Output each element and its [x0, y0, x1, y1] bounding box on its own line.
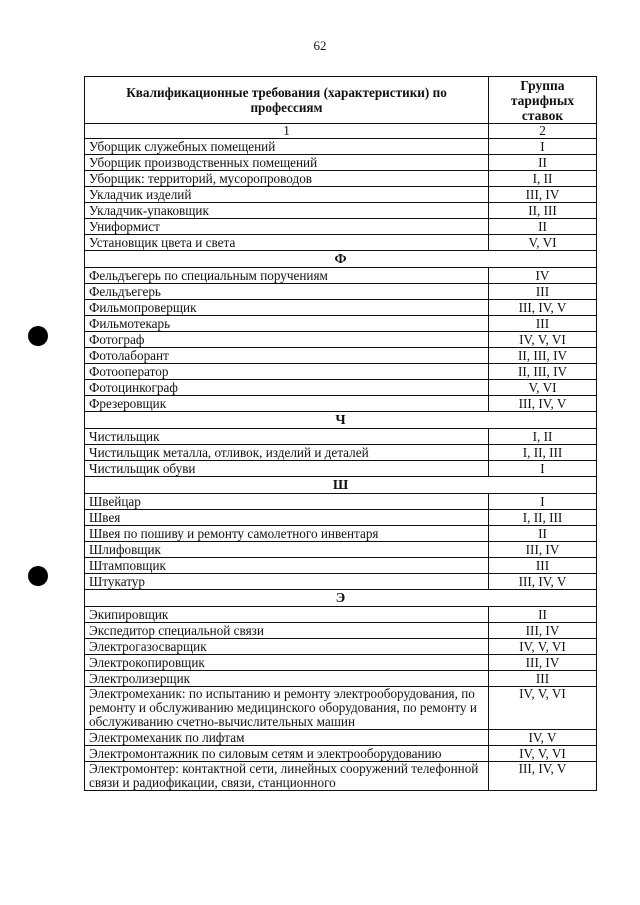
tariff-group: I, II — [489, 171, 597, 187]
profession-name: Швея — [85, 510, 489, 526]
profession-name: Укладчик изделий — [85, 187, 489, 203]
table-row — [85, 300, 597, 316]
tariff-group: I — [489, 461, 597, 477]
tariff-group: III — [489, 671, 597, 687]
profession-name: Штукатур — [85, 574, 489, 590]
tariff-group: II — [489, 155, 597, 171]
table-row — [85, 203, 597, 219]
table-row — [85, 671, 597, 687]
tariff-group: III — [489, 316, 597, 332]
tariff-group: II — [489, 526, 597, 542]
profession-name: Экспедитор специальной связи — [85, 623, 489, 639]
profession-name: Установщик цвета и света — [85, 235, 489, 251]
table-row — [85, 574, 597, 590]
tariff-group: II — [489, 219, 597, 235]
tariff-group: I, II — [489, 429, 597, 445]
section-letter-row — [85, 412, 597, 429]
tariff-group: III, IV — [489, 655, 597, 671]
profession-name: Фотограф — [85, 332, 489, 348]
tariff-group: V, VI — [489, 235, 597, 251]
table-row — [85, 494, 597, 510]
profession-name: Шлифовщик — [85, 542, 489, 558]
tariff-group: IV, V, VI — [489, 746, 597, 762]
section-letter-row — [85, 590, 597, 607]
profession-name: Фильмотекарь — [85, 316, 489, 332]
table-row — [85, 187, 597, 203]
tariff-group: I, II, III — [489, 445, 597, 461]
tariff-group: III, IV, V — [489, 574, 597, 590]
profession-name: Укладчик-упаковщик — [85, 203, 489, 219]
table-row — [85, 762, 597, 791]
table-row — [85, 316, 597, 332]
profession-name: Электромонтер: контактной сети, линейных сооружений телефонной связи и радиофикации, связи, станционного — [85, 762, 489, 791]
tariff-group: II, III — [489, 203, 597, 219]
header-requirements: Квалификационные требования (характеристики) по профессиям — [85, 77, 489, 124]
tariff-group: II — [489, 607, 597, 623]
table-row — [85, 730, 597, 746]
table-row — [85, 348, 597, 364]
tariff-group: III, IV — [489, 623, 597, 639]
table-row — [85, 396, 597, 412]
profession-name: Электромонтажник по силовым сетям и электрооборудованию — [85, 746, 489, 762]
section-letter-row — [85, 477, 597, 494]
table-row — [85, 155, 597, 171]
table-row — [85, 429, 597, 445]
section-letter: Ч — [85, 412, 597, 429]
profession-table — [84, 76, 597, 791]
column-number-2: 2 — [489, 124, 597, 139]
table-row — [85, 364, 597, 380]
table-row — [85, 542, 597, 558]
tariff-group: III, IV — [489, 187, 597, 203]
table-row — [85, 461, 597, 477]
profession-name: Электролизерщик — [85, 671, 489, 687]
profession-name: Чистильщик обуви — [85, 461, 489, 477]
profession-name: Уборщик: территорий, мусоропроводов — [85, 171, 489, 187]
tariff-group: I — [489, 494, 597, 510]
section-letter-row — [85, 251, 597, 268]
profession-name: Фотолаборант — [85, 348, 489, 364]
tariff-group: III, IV, V — [489, 396, 597, 412]
table-row — [85, 268, 597, 284]
profession-name: Экипировщик — [85, 607, 489, 623]
profession-name: Штамповщик — [85, 558, 489, 574]
profession-name: Фрезеровщик — [85, 396, 489, 412]
profession-name: Уборщик производственных помещений — [85, 155, 489, 171]
profession-name: Фельдъегерь по специальным поручениям — [85, 268, 489, 284]
profession-name: Фотооператор — [85, 364, 489, 380]
tariff-group: III — [489, 558, 597, 574]
table-row — [85, 284, 597, 300]
tariff-group: IV, V, VI — [489, 687, 597, 730]
table-row — [85, 235, 597, 251]
table-row — [85, 380, 597, 396]
table-row — [85, 526, 597, 542]
tariff-group: IV, V, VI — [489, 332, 597, 348]
table-row — [85, 558, 597, 574]
tariff-group: I — [489, 139, 597, 155]
tariff-group: IV, V, VI — [489, 639, 597, 655]
punch-hole-mark — [28, 566, 48, 586]
table-row — [85, 171, 597, 187]
page-number: 62 — [313, 38, 327, 53]
tariff-group: II, III, IV — [489, 348, 597, 364]
profession-name: Электромеханик по лифтам — [85, 730, 489, 746]
table-row — [85, 139, 597, 155]
tariff-group: V, VI — [489, 380, 597, 396]
tariff-group: IV, V — [489, 730, 597, 746]
profession-name: Фотоцинкограф — [85, 380, 489, 396]
section-letter: Э — [85, 590, 597, 607]
profession-name: Чистильщик — [85, 429, 489, 445]
profession-name: Электрогазосварщик — [85, 639, 489, 655]
table-row — [85, 655, 597, 671]
column-number-1: 1 — [85, 124, 489, 139]
tariff-group: III, IV, V — [489, 300, 597, 316]
profession-name: Чистильщик металла, отливок, изделий и деталей — [85, 445, 489, 461]
table-row — [85, 445, 597, 461]
table-body — [85, 139, 597, 791]
profession-name: Электрокопировщик — [85, 655, 489, 671]
table-row — [85, 219, 597, 235]
tariff-group: I, II, III — [489, 510, 597, 526]
tariff-group: III — [489, 284, 597, 300]
table-row — [85, 332, 597, 348]
profession-name: Электромеханик: по испытанию и ремонту электрооборудования, по ремонту и обслуживанию медицинского оборудования, по ремонту и обслуживанию счетно-вычислительных машин — [85, 687, 489, 730]
profession-name: Швейцар — [85, 494, 489, 510]
profession-name: Швея по пошиву и ремонту самолетного инвентаря — [85, 526, 489, 542]
punch-hole-mark — [28, 326, 48, 346]
profession-name: Уборщик служебных помещений — [85, 139, 489, 155]
profession-name: Фельдъегерь — [85, 284, 489, 300]
tariff-group: III, IV — [489, 542, 597, 558]
table-row — [85, 639, 597, 655]
table-row — [85, 687, 597, 730]
section-letter: Ш — [85, 477, 597, 494]
profession-name: Фильмопроверщик — [85, 300, 489, 316]
table-row — [85, 510, 597, 526]
section-letter: Ф — [85, 251, 597, 268]
tariff-group: II, III, IV — [489, 364, 597, 380]
table-row — [85, 746, 597, 762]
table-row — [85, 607, 597, 623]
tariff-group: IV — [489, 268, 597, 284]
tariff-group: III, IV, V — [489, 762, 597, 791]
table-row — [85, 623, 597, 639]
header-tariff-group: Группа тарифных ставок — [489, 77, 597, 124]
profession-name: Униформист — [85, 219, 489, 235]
